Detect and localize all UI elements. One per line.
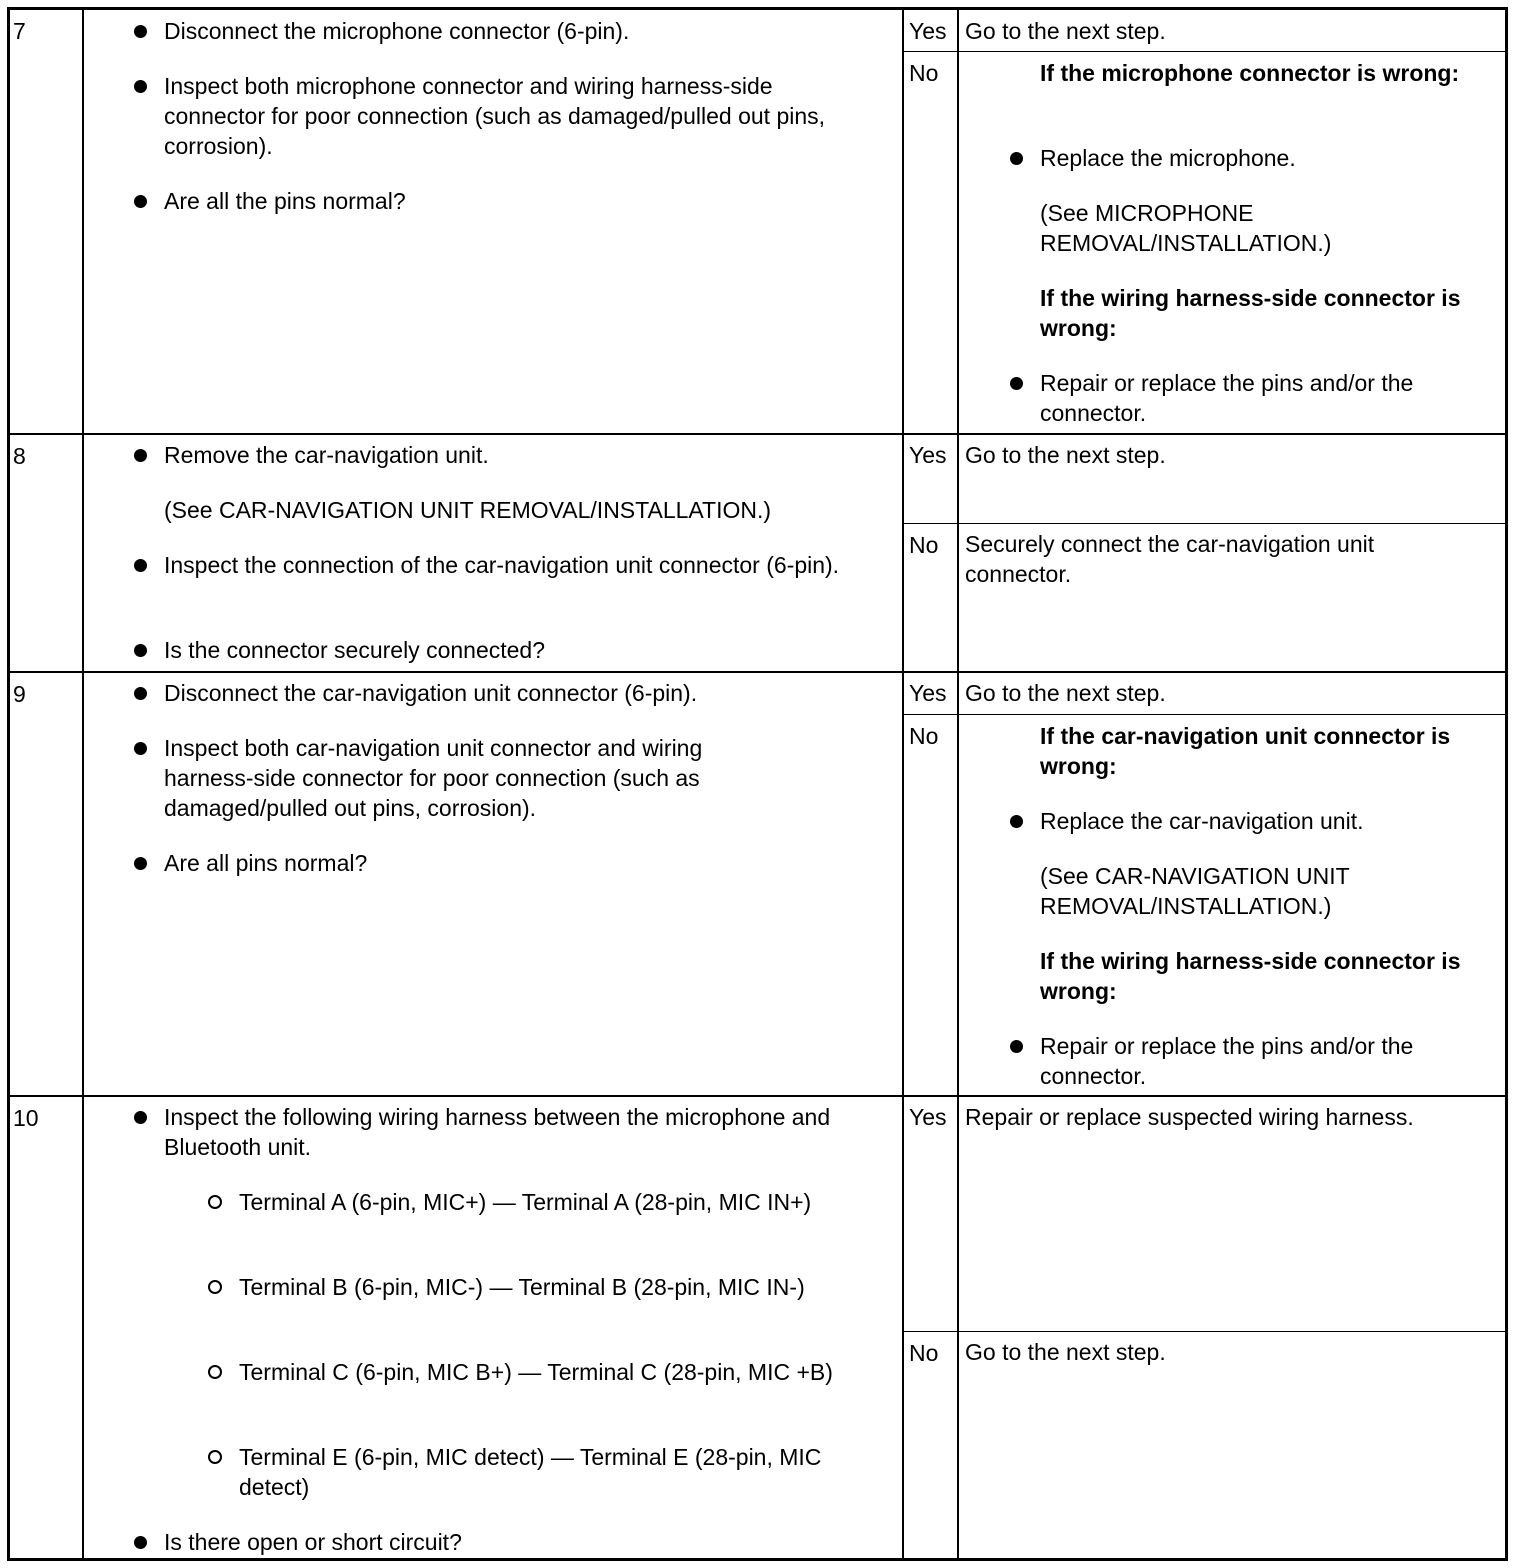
reference-note: (See CAR-NAVIGATION UNIT REMOVAL/INSTALLATION.)	[1040, 863, 1350, 919]
yes-label: Yes	[904, 435, 959, 523]
no-answer: Securely connect the car-navigation unit connector.	[965, 531, 1375, 587]
condition-heading: If the wiring harness-side connector is wrong:	[1040, 285, 1461, 341]
bullet-icon	[1010, 152, 1023, 165]
bullet-icon	[134, 195, 147, 208]
bullet-icon	[134, 1536, 147, 1549]
action-item: Are all the pins normal?	[164, 186, 854, 216]
condition-heading: If the microphone connector is wrong:	[1040, 60, 1460, 86]
circle-bullet-icon	[208, 1280, 222, 1294]
action-item: Remove the car-navigation unit.	[164, 440, 854, 470]
circle-bullet-icon	[208, 1195, 222, 1209]
action-item: Disconnect the microphone connector (6-pin).	[164, 16, 854, 46]
no-answer	[959, 52, 1505, 433]
yes-label: Yes	[904, 673, 959, 714]
no-answer	[959, 715, 1505, 1095]
condition-heading: If the wiring harness-side connector is wrong:	[1040, 948, 1461, 1004]
no-answer: Go to the next step.	[965, 1339, 1166, 1365]
wiring-check-item: Terminal A (6-pin, MIC+) — Terminal A (28-pin, MIC IN+)	[239, 1187, 859, 1217]
no-label: No	[904, 715, 959, 1095]
wiring-check-item: Terminal E (6-pin, MIC detect) — Terminal E (28-pin, MIC detect)	[239, 1442, 859, 1502]
action-item: Is there open or short circuit?	[164, 1527, 854, 1557]
step-number: 9	[10, 673, 84, 1095]
diagnostic-procedure-table	[7, 7, 1508, 1561]
yes-label: Yes	[904, 10, 959, 51]
remedy-item: Repair or replace the pins and/or the connector.	[1040, 1031, 1490, 1091]
action-item: Is the connector securely connected?	[164, 635, 854, 665]
yes-answer: Go to the next step.	[965, 680, 1166, 706]
remedy-item: Repair or replace the pins and/or the connector.	[1040, 368, 1490, 428]
bullet-icon	[134, 25, 147, 38]
yes-label: Yes	[904, 1097, 959, 1331]
no-label: No	[904, 524, 959, 671]
bullet-icon	[1010, 377, 1023, 390]
action-cell	[84, 1097, 904, 1558]
reference-note: (See MICROPHONE REMOVAL/INSTALLATION.)	[1040, 200, 1332, 256]
circle-bullet-icon	[208, 1450, 222, 1464]
step-row-9	[10, 673, 1505, 1097]
yes-answer: Go to the next step.	[965, 18, 1166, 44]
no-label: No	[904, 52, 959, 433]
no-label: No	[904, 1332, 959, 1558]
bullet-icon	[134, 559, 147, 572]
remedy-item: Replace the microphone.	[1040, 143, 1490, 173]
bullet-icon	[134, 687, 147, 700]
action-cell	[84, 10, 904, 433]
bullet-icon	[134, 857, 147, 870]
yes-answer: Repair or replace suspected wiring harness.	[965, 1104, 1414, 1130]
action-cell	[84, 435, 904, 671]
step-number: 8	[10, 435, 84, 671]
bullet-icon	[134, 742, 147, 755]
bullet-icon	[1010, 1040, 1023, 1053]
bullet-icon	[134, 80, 147, 93]
step-row-7	[10, 10, 1505, 435]
remedy-item: Replace the car-navigation unit.	[1040, 806, 1490, 836]
step-row-10	[10, 1097, 1505, 1558]
wiring-check-item: Terminal B (6-pin, MIC-) — Terminal B (28-pin, MIC IN-)	[239, 1272, 859, 1302]
bullet-icon	[134, 449, 147, 462]
condition-heading: If the car-navigation unit connector is wrong:	[1040, 723, 1451, 779]
step-row-8	[10, 435, 1505, 673]
action-item: Inspect both microphone connector and wiring harness-side connector for poor connection (such as damaged/pulled out pins, corrosion).	[164, 71, 854, 161]
step-number: 10	[10, 1097, 84, 1558]
action-cell	[84, 673, 904, 1095]
action-item: Inspect both car-navigation unit connector and wiring harness-side connector for poor connection (such as damaged/pulled out pins, corrosion).	[164, 733, 774, 823]
step-number: 7	[10, 10, 84, 433]
action-item: Are all pins normal?	[164, 848, 854, 878]
bullet-icon	[134, 1111, 147, 1124]
yes-answer: Go to the next step.	[965, 442, 1166, 468]
wiring-check-item: Terminal C (6-pin, MIC B+) — Terminal C (28-pin, MIC +B)	[239, 1357, 859, 1387]
action-item: Inspect the connection of the car-navigation unit connector (6-pin).	[164, 550, 854, 580]
action-item: Disconnect the car-navigation unit connector (6-pin).	[164, 678, 854, 708]
bullet-icon	[134, 644, 147, 657]
reference-note: (See CAR-NAVIGATION UNIT REMOVAL/INSTALLATION.)	[164, 497, 772, 523]
bullet-icon	[1010, 815, 1023, 828]
circle-bullet-icon	[208, 1365, 222, 1379]
action-item: Inspect the following wiring harness between the microphone and Bluetooth unit.	[164, 1102, 854, 1162]
